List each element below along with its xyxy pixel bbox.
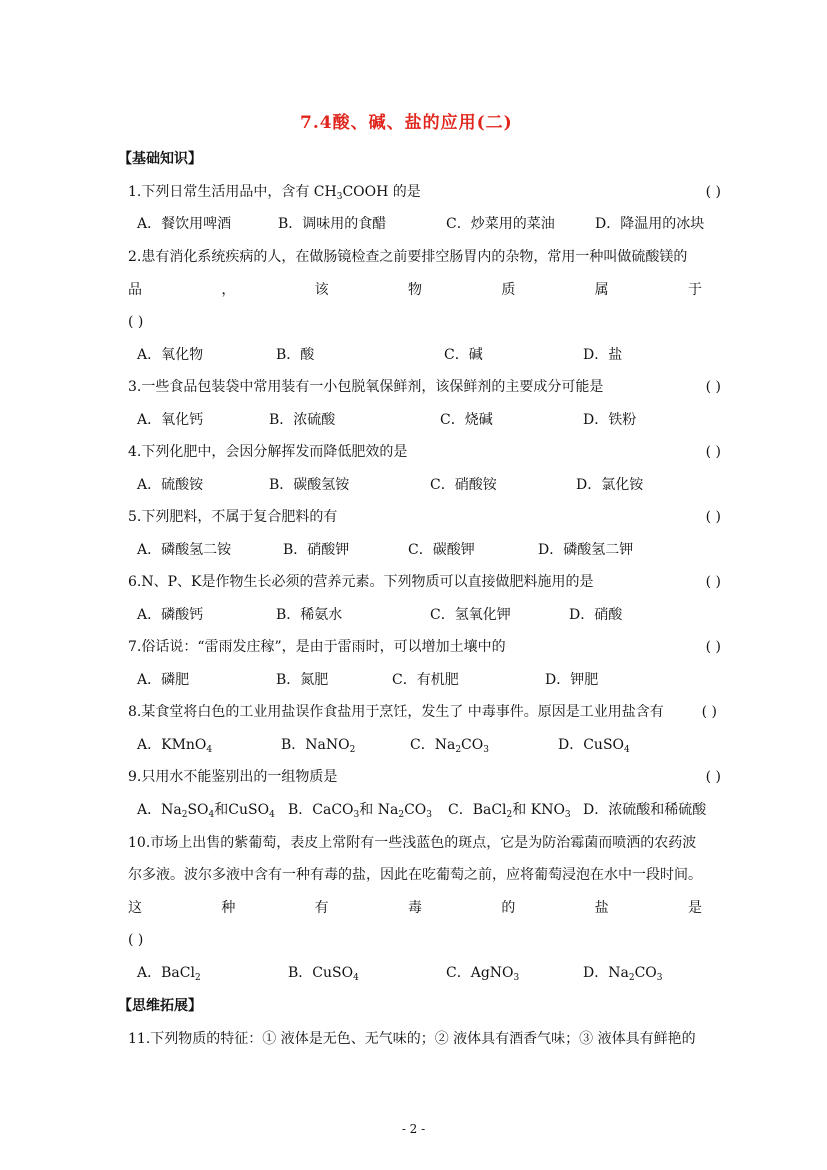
answer-blank: ( ) (705, 639, 721, 655)
question-10: 10.市场上出售的紫葡萄，表皮上常附有一些浅蓝色的斑点，它是为防治霉菌而喷洒的农药波 (128, 835, 697, 851)
option-d: D．$Na_2CO_3$ (583, 965, 663, 983)
page-number: - 2 - (401, 1122, 426, 1136)
question-6: 6.N、P、K是作物生长必须的营养元素。下列物质可以直接做肥料施用的是 (128, 574, 594, 590)
option-b: B．氮肥 (276, 672, 329, 688)
section-heading-basic: 【基础知识】 (118, 151, 202, 167)
answer-blank: ( ) (705, 574, 721, 590)
option-a: A．BaCl$_2$ (137, 965, 201, 983)
option-b: B．酸 (276, 347, 315, 363)
option-b: B．硝酸钾 (283, 542, 350, 558)
question-4: 4.下列化肥中，会因分解挥发而降低肥效的是 (128, 444, 408, 460)
question-7: 7.俗话说：“雷雨发庄稼”，是由于雷雨时，可以增加土壤中的 (128, 639, 506, 655)
option-a: A．磷酸氢二铵 (137, 542, 232, 558)
answer-blank: ( ) (705, 509, 721, 525)
option-b: B．NaNO$_2$ (281, 737, 356, 755)
answer-blank: ( ) (128, 932, 144, 948)
question-11: 11.下列物质的特征：① 液体是无色、无气味的；② 液体具有酒香气味；③ 液体具有鲜艳的 (128, 1031, 696, 1047)
question-9: 9.只用水不能鉴别出的一组物质是 (128, 769, 338, 785)
option-a: A．磷酸钙 (137, 607, 204, 623)
option-c: C．碳酸钾 (408, 542, 475, 558)
option-d: D．盐 (583, 347, 623, 363)
option-c: C．AgNO$_3$ (446, 965, 520, 983)
question-2-justified-line: 品 ， 该 物 质 属 于 (128, 282, 702, 298)
page-title: 7.4酸、碱、盐的应用(二) (300, 113, 513, 133)
option-a: A．$Na_2SO_4$和CuSO$_4$ (137, 802, 275, 820)
option-d: D．降温用的冰块 (595, 216, 705, 232)
option-b: B．碳酸氢铵 (269, 477, 350, 493)
option-b: B．稀氨水 (276, 607, 343, 623)
answer-blank: ( ) (705, 184, 721, 200)
option-c: C．硝酸铵 (430, 477, 497, 493)
question-10-justified-line: 这 种 有 毒 的 盐 是 (128, 900, 702, 916)
option-b: B．调味用的食醋 (278, 216, 387, 232)
option-c: C．$Na_2CO_3$ (410, 737, 489, 755)
option-a: A．磷肥 (137, 672, 190, 688)
question-8: 8.某食堂将白色的工业用盐误作食盐用于烹饪，发生了 中毒事件。原因是工业用盐含有 (128, 704, 664, 720)
option-c: C．氢氧化钾 (430, 607, 511, 623)
option-d: D．浓硫酸和稀硫酸 (583, 802, 707, 818)
option-c: C．烧碱 (440, 412, 493, 428)
option-a: A．餐饮用啤酒 (137, 216, 232, 232)
answer-blank: ( ) (701, 704, 717, 720)
option-a: A．氧化物 (137, 347, 204, 363)
option-b: B．CuSO$_4$ (288, 965, 359, 983)
question-10-line-2: 尔多液。波尔多液中含有一种有毒的盐，因此在吃葡萄之前，应将葡萄浸泡在水中一段时间。 (128, 867, 702, 883)
option-d: D．硝酸 (569, 607, 623, 623)
option-d: D．CuSO$_4$ (558, 737, 630, 755)
option-c: C．炒菜用的菜油 (446, 216, 555, 232)
option-c: C．有机肥 (392, 672, 459, 688)
option-c: C．BaCl$_2$和 $KNO_3$ (448, 802, 571, 820)
option-a: A．硫酸铵 (137, 477, 204, 493)
answer-blank: ( ) (705, 379, 721, 395)
option-c: C．碱 (444, 347, 483, 363)
answer-blank: ( ) (128, 314, 144, 330)
option-d: D．氯化铵 (576, 477, 644, 493)
question-1: 1.下列日常生活用品中，含有 $CH_3COOH$ 的是 (128, 184, 421, 202)
option-d: D．铁粉 (583, 412, 637, 428)
question-3: 3.一些食品包装袋中常用装有一小包脱氧保鲜剂，该保鲜剂的主要成分可能是 (128, 379, 604, 395)
answer-blank: ( ) (705, 769, 721, 785)
option-d: D．钾肥 (545, 672, 599, 688)
section-heading-extension: 【思维拓展】 (118, 998, 202, 1014)
option-d: D．磷酸氢二钾 (538, 542, 634, 558)
question-5: 5.下列肥料，不属于复合肥料的有 (128, 509, 338, 525)
answer-blank: ( ) (705, 444, 721, 460)
option-b: B．CaCO$_3$和 $Na_2CO_3$ (288, 802, 432, 820)
question-2: 2.患有消化系统疾病的人，在做肠镜检查之前要排空肠胃内的杂物，常用一种叫做硫酸镁的 (128, 249, 688, 265)
option-a: A．氧化钙 (137, 412, 204, 428)
option-b: B．浓硫酸 (269, 412, 336, 428)
option-a: A．KMnO$_4$ (137, 737, 213, 755)
